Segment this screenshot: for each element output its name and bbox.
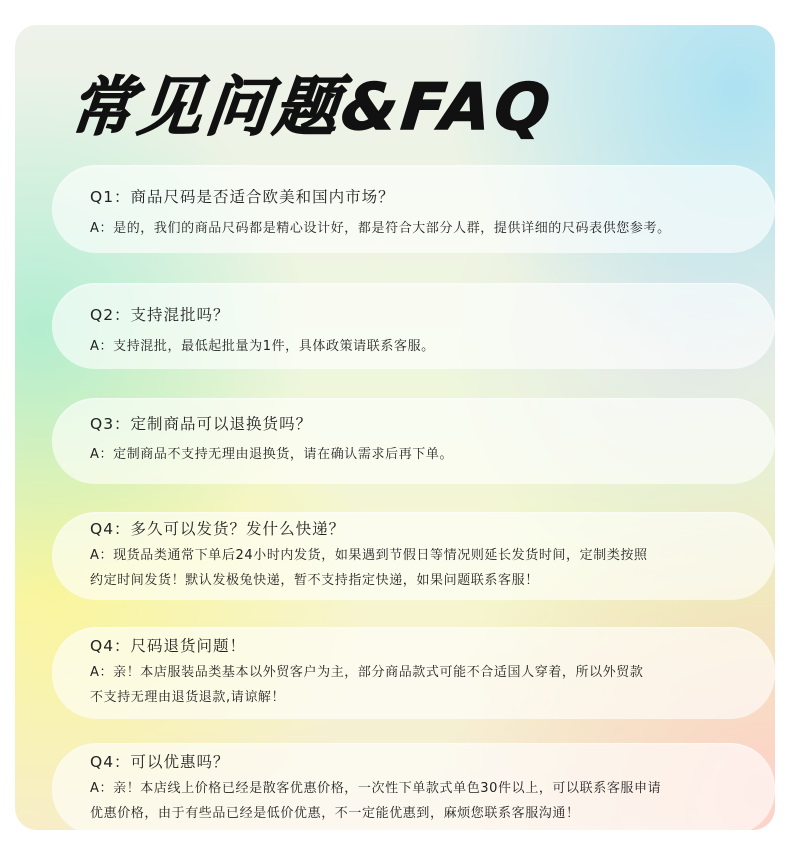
- faq-question-6: Q4：可以优惠吗？: [90, 753, 230, 771]
- faq-card-4: [52, 512, 775, 600]
- faq-answer-2: A：支持混批，最低起批量为1件，具体政策请联系客服。: [90, 339, 435, 354]
- faq-card-6: [52, 743, 775, 830]
- faq-question-4: Q4：多久可以发货？发什么快递？: [90, 520, 346, 538]
- faq-question-3: Q3：定制商品可以退换货吗？: [90, 415, 313, 433]
- faq-answer-4-line-1: A：现货品类通常下单后24小时内发货，如果遇到节假日等情况则延长发货时间，定制类按照: [90, 548, 648, 563]
- faq-question-5: Q4：尺码退货问题！: [90, 637, 247, 655]
- faq-answer-3: A：定制商品不支持无理由退换货，请在确认需求后再下单。: [90, 447, 454, 462]
- faq-card-2: [52, 283, 775, 369]
- faq-card-3: [52, 398, 775, 484]
- faq-answer-5-line-2: 不支持无理由退货退款,请谅解！: [90, 690, 286, 705]
- faq-answer-1: A：是的，我们的商品尺码都是精心设计好，都是符合大部分人群，提供详细的尺码表供您参考。: [90, 221, 671, 236]
- faq-answer-4-line-2: 约定时间发货！默认发极兔快递，暂不支持指定快递，如果问题联系客服！: [90, 573, 539, 588]
- faq-question-2: Q2：支持混批吗？: [90, 306, 230, 324]
- faq-answer-5-line-1: A：亲！本店服装品类基本以外贸客户为主，部分商品款式可能不合适国人穿着，所以外贸款: [90, 665, 644, 680]
- faq-answer-6-line-1: A：亲！本店线上价格已经是散客优惠价格，一次性下单款式单色30件以上，可以联系客服申请: [90, 781, 662, 796]
- faq-answer-6-line-2: 优惠价格，由于有些品已经是低价优惠，不一定能优惠到，麻烦您联系客服沟通！: [90, 806, 580, 821]
- faq-question-1: Q1：商品尺码是否适合欧美和国内市场？: [90, 188, 395, 206]
- page-title: 常见问题&FAQ: [66, 71, 558, 145]
- faq-card-5: [52, 627, 775, 719]
- faq-panel: [15, 25, 775, 830]
- faq-card-1: [52, 165, 775, 253]
